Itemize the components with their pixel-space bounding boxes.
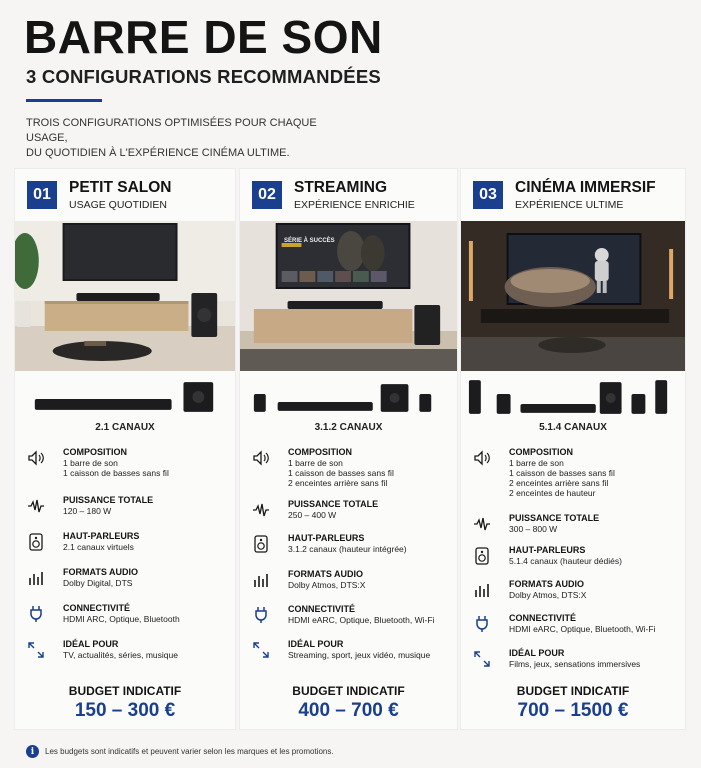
- page-title: BARRE DE SON: [24, 11, 383, 63]
- spec-line: 1 caisson de basses sans fil: [288, 468, 394, 478]
- spec-line: 250 – 400 W: [288, 510, 337, 520]
- spec-label: IDÉAL POUR: [509, 648, 565, 658]
- equipment-diagram: [240, 374, 457, 420]
- config-title: STREAMING: [294, 179, 387, 196]
- config-tagline: EXPÉRIENCE ENRICHIE: [294, 199, 415, 211]
- spec-line: 3.1.2 canaux (hauteur intégrée): [288, 544, 407, 554]
- config-card-petit-salon: [14, 168, 236, 730]
- spec-line: 120 – 180 W: [63, 506, 112, 516]
- config-number: 03: [473, 181, 503, 209]
- intro-line: DU QUOTIDIEN À L'EXPÉRIENCE CINÉMA ULTIME.: [26, 147, 290, 159]
- spec-label: COMPOSITION: [288, 447, 353, 457]
- speaker-box-icon: [27, 533, 45, 551]
- spec-label: HAUT-PARLEURS: [63, 531, 140, 541]
- config-title: CINÉMA IMMERSIF: [515, 179, 656, 196]
- spec-value: [288, 544, 407, 554]
- spec-label: COMPOSITION: [63, 447, 128, 457]
- page-subtitle: 3 CONFIGURATIONS RECOMMANDÉES: [26, 66, 381, 87]
- spec-value: [509, 590, 586, 600]
- waveform-icon: [27, 497, 45, 515]
- footnote: [26, 745, 334, 758]
- spec-label: CONNECTIVITÉ: [288, 604, 356, 614]
- speaker-box-icon: [473, 547, 491, 565]
- spec-value: [509, 659, 640, 669]
- channel-count: 2.1 CANAUX: [95, 422, 155, 433]
- spec-label: IDÉAL POUR: [63, 639, 119, 649]
- expand-icon: [473, 650, 491, 668]
- config-number: 01: [27, 181, 57, 209]
- spec-line: 1 caisson de basses sans fil: [509, 468, 615, 478]
- spec-label: HAUT-PARLEURS: [509, 545, 586, 555]
- speaker-box-icon: [252, 535, 270, 553]
- config-number: 02: [252, 181, 282, 209]
- footnote-text: Les budgets sont indicatifs et peuvent varier selon les marques et les promotions.: [45, 747, 334, 756]
- spec-label: CONNECTIVITÉ: [63, 603, 131, 613]
- spec-value: [63, 542, 134, 552]
- expand-icon: [27, 641, 45, 659]
- config-card-streaming: [239, 168, 458, 730]
- spec-value: [509, 624, 655, 634]
- spec-line: Streaming, sport, jeux vidéo, musique: [288, 650, 431, 660]
- budget-value: 700 – 1500 €: [517, 700, 629, 721]
- spec-label: HAUT-PARLEURS: [288, 533, 365, 543]
- waveform-icon: [473, 515, 491, 533]
- plug-icon: [252, 606, 270, 624]
- equalizer-icon: [27, 569, 45, 587]
- spec-line: 2.1 canaux virtuels: [63, 542, 134, 552]
- spec-label: PUISSANCE TOTALE: [509, 513, 600, 523]
- spec-label: FORMATS AUDIO: [509, 579, 584, 589]
- waveform-icon: [252, 501, 270, 519]
- spec-line: HDMI ARC, Optique, Bluetooth: [63, 614, 180, 624]
- expand-icon: [252, 641, 270, 659]
- spec-value: [288, 510, 336, 520]
- speaker-icon: [473, 449, 491, 467]
- spec-line: 1 caisson de basses sans fil: [63, 468, 169, 478]
- home-cinema-photo: [461, 221, 685, 371]
- speaker-icon: [27, 449, 45, 467]
- spec-label: PUISSANCE TOTALE: [288, 499, 379, 509]
- budget-value: 150 – 300 €: [74, 700, 176, 721]
- spec-line: Dolby Atmos, DTS:X: [509, 590, 587, 600]
- spec-value: [63, 506, 111, 516]
- spec-line: 300 – 800 W: [509, 524, 558, 534]
- channel-count: 3.1.2 CANAUX: [314, 422, 383, 433]
- equipment-diagram: [461, 374, 685, 420]
- plug-icon: [473, 615, 491, 633]
- spec-value: [288, 580, 365, 590]
- spec-line: 2 enceintes arrière sans fil: [288, 478, 388, 488]
- spec-value: [63, 458, 169, 478]
- spec-line: Dolby Atmos, DTS:X: [288, 580, 366, 590]
- streaming-room-photo: [240, 221, 457, 371]
- spec-line: TV, actualités, séries, musique: [63, 650, 178, 660]
- screen-caption: SÉRIE À SUCCÈS: [284, 238, 335, 244]
- config-card-cinema-immersif: [460, 168, 686, 730]
- spec-value: [288, 458, 394, 488]
- plug-icon: [27, 605, 45, 623]
- spec-value: [63, 578, 132, 588]
- spec-value: [509, 524, 557, 534]
- spec-label: IDÉAL POUR: [288, 639, 344, 649]
- spec-line: HDMI eARC, Optique, Bluetooth, Wi-Fi: [509, 624, 656, 634]
- spec-line: 1 barre de son: [509, 458, 564, 468]
- equalizer-icon: [252, 571, 270, 589]
- info-icon: i: [26, 745, 39, 758]
- speaker-icon: [252, 449, 270, 467]
- spec-value: [288, 650, 430, 660]
- spec-value: [288, 615, 434, 625]
- spec-label: PUISSANCE TOTALE: [63, 495, 154, 505]
- spec-label: CONNECTIVITÉ: [509, 613, 577, 623]
- intro-line: TROIS CONFIGURATIONS OPTIMISÉES POUR CHAQUE USAGE,: [26, 117, 317, 144]
- spec-line: 2 enceintes arrière sans fil: [509, 478, 609, 488]
- budget-value: 400 – 700 €: [298, 700, 399, 721]
- channel-count: 5.1.4 CANAUX: [539, 422, 607, 433]
- spec-value: [63, 650, 178, 660]
- spec-value: [63, 614, 180, 624]
- config-tagline: USAGE QUOTIDIEN: [69, 199, 168, 211]
- spec-label: FORMATS AUDIO: [63, 567, 138, 577]
- spec-line: Dolby Digital, DTS: [63, 578, 133, 588]
- config-tagline: EXPÉRIENCE ULTIME: [515, 199, 624, 211]
- spec-line: Films, jeux, sensations immersives: [509, 659, 641, 669]
- spec-line: 2 enceintes de hauteur: [509, 488, 596, 498]
- title-underline: [26, 99, 102, 102]
- spec-value: [509, 556, 622, 566]
- budget-label: BUDGET INDICATIF: [516, 684, 630, 698]
- spec-line: 5.1.4 canaux (hauteur dédiés): [509, 556, 622, 566]
- spec-line: 1 barre de son: [63, 458, 118, 468]
- spec-line: HDMI eARC, Optique, Bluetooth, Wi-Fi: [288, 615, 435, 625]
- config-title: PETIT SALON: [69, 179, 172, 196]
- spec-line: 1 barre de son: [288, 458, 343, 468]
- budget-label: BUDGET INDICATIF: [292, 684, 405, 698]
- living-room-photo: [15, 221, 235, 371]
- intro-text: [26, 116, 356, 161]
- spec-value: [509, 458, 615, 498]
- equipment-diagram: [15, 374, 235, 420]
- budget-label: BUDGET INDICATIF: [68, 684, 182, 698]
- equalizer-icon: [473, 581, 491, 599]
- spec-label: COMPOSITION: [509, 447, 574, 457]
- spec-label: FORMATS AUDIO: [288, 569, 363, 579]
